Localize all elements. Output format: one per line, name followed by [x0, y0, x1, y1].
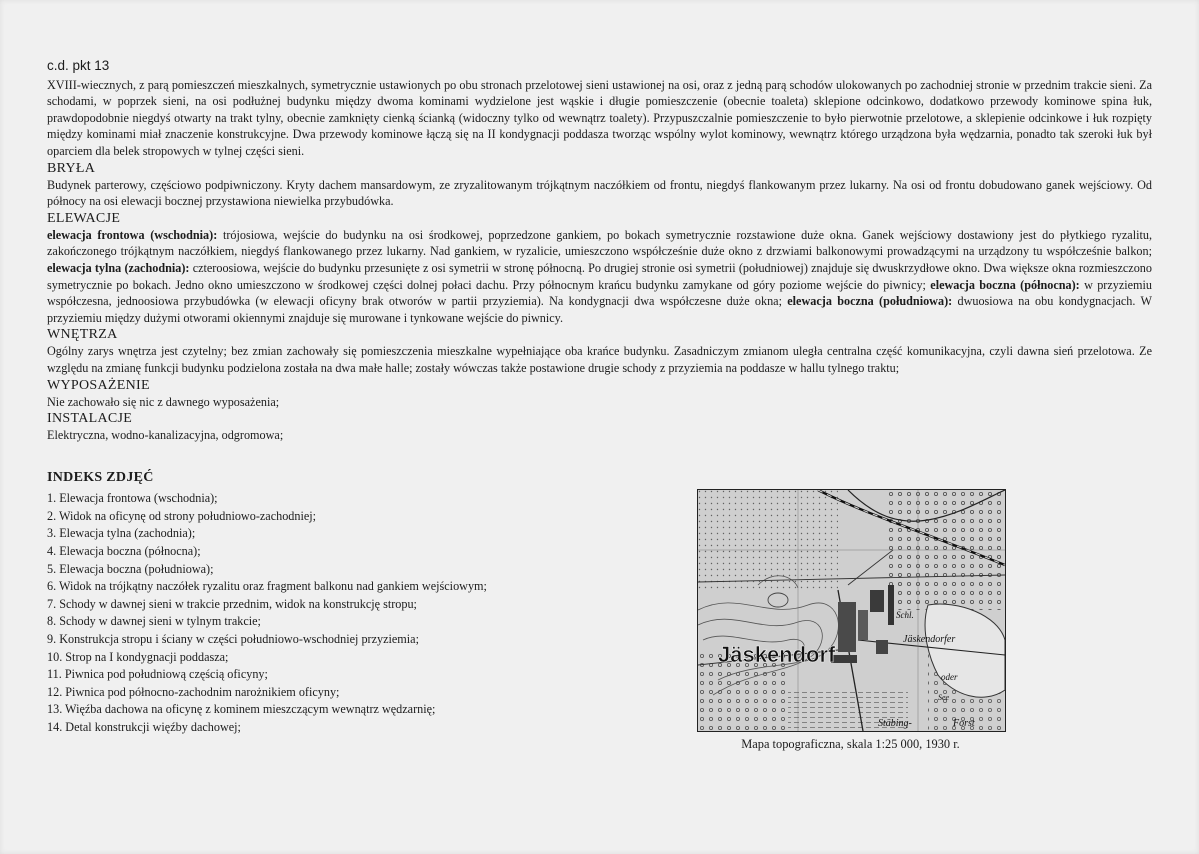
photo-index-item: 6. Widok na trójkątny naczółek ryzalitu oraz fragment balkonu nad gankiem wejściowym;: [47, 579, 487, 594]
text-south-elevation: dwuosiowa na obu kondygnacjach. W przyziemiu między dużymi otworami okiennymi znajduje się murowane i tynkowane wejście do piwnicy.: [47, 294, 1153, 325]
photo-index-item: 8. Schody w dawnej sieni w tylnym trakcie;: [47, 614, 261, 629]
photo-index-item: 7. Schody w dawnej sieni w trakcie przednim, widok na konstrukcję stropu;: [47, 596, 417, 611]
heading-photo-index: INDEKS ZDJĘĆ: [47, 469, 154, 485]
wnetrza-paragraph: Ogólny zarys wnętrza jest czytelny; bez zmian zachowały się pomieszczenia mieszkalne wypełniające oba krańce budynku. Zasadniczym zmianom uległa centralna część komunikacyjna, czyli dawna sień przelotowa. Ze względu na zmianę funkcji budynku podzielona została na dwa małe halle; zostały wówczas także postawione drugie schody z przyziemia na poddasze w hallu tylnego traktu;: [47, 344, 1152, 375]
wyposazenie-paragraph: Nie zachowało się nic z dawnego wyposażenia;: [47, 394, 280, 409]
map-label-see: See: [938, 693, 950, 702]
label-south-elevation: elewacja boczna (południowa):: [787, 294, 953, 309]
map-label-stabing: Stäbing-: [878, 718, 912, 729]
map-town-label: Jäskendorf: [718, 642, 836, 667]
heading-elewacje: ELEWACJE: [47, 210, 121, 226]
photo-index-item: 2. Widok na oficynę od strony południowo-zachodniej;: [47, 508, 317, 523]
text-north-elevation: w przyziemiu współczesna, jednoosiowa przybudówka (w elewacji oficyny brak otworów w partii przyziemia). Na kondygnacji dwa współczesne duże okna;: [47, 277, 1153, 309]
map-label-schl: Schl.: [896, 610, 914, 620]
photo-index-item: 9. Konstrukcja stropu i ściany w części południowo-wschodniej przyziemia;: [47, 632, 419, 647]
page-reference: c.d. pkt 13: [47, 58, 110, 73]
instalacje-paragraph: Elektryczna, wodno-kanalizacyjna, odgromowa;: [47, 428, 284, 443]
photo-index-item: 14. Detal konstrukcji więźby dachowej;: [47, 720, 241, 734]
photo-index-item: 4. Elewacja boczna (północna);: [47, 544, 201, 559]
photo-index-item: 12. Piwnica pod północno-zachodnim narożnikiem oficyny;: [47, 684, 340, 699]
heading-instalacje: INSTALACJE: [47, 411, 133, 427]
map-label-forst: Forst: [953, 718, 975, 729]
heading-wnetrza: WNĘTRZA: [47, 327, 118, 343]
map-caption: Mapa topograficzna, skala 1:25 000, 1930 r.: [741, 737, 960, 751]
photo-index-item: 1. Elewacja frontowa (wschodnia);: [47, 491, 218, 506]
bryla-paragraph: Budynek parterowy, częściowo podpiwniczony. Kryty dachem mansardowym, ze zryzalitowanym trójkątnym naczółkiem od frontu, niegdyś flankowanym przez lukarny. Na osi od frontu dobudowano ganek wejściowy. Od północy na osi elewacji bocznej przystawiona niewielka przybudówka.: [47, 177, 1152, 209]
photo-index-item: 10. Strop na I kondygnacji poddasza;: [47, 649, 229, 664]
label-north-elevation: elewacja boczna (północna):: [930, 277, 1080, 292]
topographic-map: [697, 489, 1006, 732]
intro-paragraph: XVIII-wiecznych, z parą pomieszczeń mieszkalnych, symetrycznie ustawionych po obu stronach przelotowej sieni ustawionej na osi, oraz z jedną parą schodów ulokowanych po zachodniej stronie w przednim trakcie sieni. Za schodami, w poprzek sieni, na osi podłużnej budynku między dwoma kominami wydzielone jest wąskie i długie pomieszczenie (obecnie toaleta) sklepione odcinkowo, dodatkowo przewody kominowe spina łuk, prawdopodobnie niegdyś otwarty na trakt tylny, obecnie zamknięty cienką ścianką (widoczny tylko od wewnątrz toalety). Przypuszczalnie pomieszczenie to było pierwotnie przelotowe, a sklepienie odcinkowe i łuk rozpięty między kominami miał znaczenie konstrukcyjne. Dwa przewody kominowe łączą się na II kondygnacji poddasza tworząc wspólny wylot kominowy, wewnątrz którego urządzona była wędzarnia, ponadto tak szeroki łuk był oparciem dla belek stropowych w tylnej części sieni.: [47, 77, 1152, 158]
photo-index-item: 11. Piwnica pod południową częścią oficyny;: [47, 667, 268, 682]
photo-index-item: 3. Elewacja tylna (zachodnia);: [47, 526, 196, 541]
map-label-lake-name: Jäskendorfer: [903, 634, 956, 645]
spacer: [47, 444, 1152, 470]
text-rear-elevation: czteroosiowa, wejście do budynku przesunięte z osi symetrii w stronę północną. Po drugiej stronie osi symetrii (południowej) znajduje się dwuskrzydłowe okno. Dwa większe okna rozmieszczono symetrycznie po bokach. Jedno okno umieszczono w środkowej części dolnej połaci dachu. Przy północnym krańcu budynku zamykane od góry poziome wejście do piwnicy;: [47, 260, 1152, 292]
label-front-elevation: elewacja frontowa (wschodnia):: [47, 227, 218, 242]
map-graphic: [698, 490, 1005, 731]
photo-index-item: 5. Elewacja boczna (południowa);: [47, 561, 214, 576]
map-label-oder: oder: [941, 672, 958, 682]
elewacje-paragraph: [47, 227, 1152, 327]
heading-wyposazenie: WYPOSAŻENIE: [47, 377, 150, 393]
photo-index-item: 13. Więźba dachowa na oficynę z kominem mieszczącym wewnątrz wędzarnię;: [47, 702, 436, 717]
label-rear-elevation: elewacja tylna (zachodnia):: [47, 260, 190, 275]
heading-bryla: BRYŁA: [47, 160, 96, 176]
text-front-elevation: trójosiowa, wejście do budynku na osi środkowej, poprzedzone gankiem, po bokach symetrycznie rozstawione duże okna. Ganek wejściowy dostawiony jest do płytkiego ryzalitu, zakończonego trójkątnym naczółkiem, niegdyś flankowanego przez lukarny. Nad gankiem, w ryzalicie, umieszczono współcześnie duże okno z drzwiami balkonowymi prowadzącymi na urządzony tu współcześnie balkon;: [47, 227, 1152, 259]
